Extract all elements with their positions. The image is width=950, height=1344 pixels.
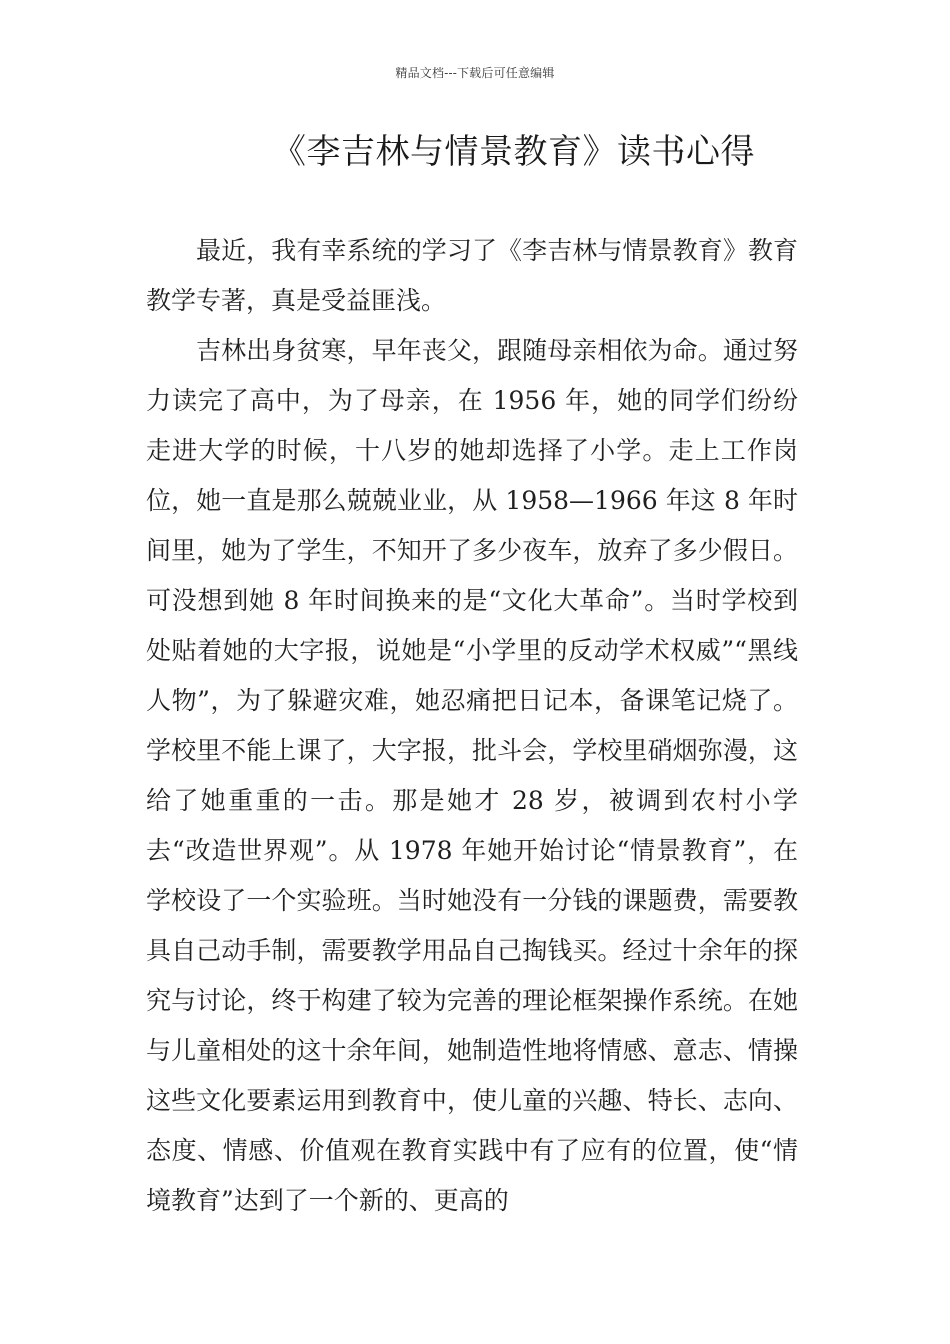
paragraph-1: 最近，我有幸系统的学习了《李吉林与情景教育》教育教学专著，真是受益匪浅。 bbox=[146, 236, 798, 315]
title-container bbox=[0, 124, 950, 174]
paragraph-2: 吉林出身贫寒，早年丧父，跟随母亲相依为命。通过努力读完了高中，为了母亲，在 1956 年，她的同学们纷纷走进大学的时候，十八岁的她却选择了小学。走上工作岗位，她一直是那么兢兢业业，从 1958—1966 年这 8 年时间里，她为了学生，不知开了多少夜车，放弃了多少假日。可没想到她 8 年时间换来的是“文化大革命”。当时学校到处贴着她的大字报，说她是“小学里的反动学术权威”“黑线人物”，为了躲避灾难，她忍痛把日记本，备课笔记烧了。学校里不能上课了，大字报，批斗会，学校里硝烟弥漫，这给了她重重的一击。那是她才 28 岁，被调到农村小学去“改造世界观”。从 1978 年她开始讨论“情景教育”，在学校设了一个实验班。当时她没有一分钱的课题费，需要教具自己动手制，需要教学用品自己掏钱买。经过十余年的探究与讨论，终于构建了较为完善的理论框架操作系统。在她与儿童相处的这十余年间，她制造性地将情感、意志、情操这些文化要素运用到教育中，使儿童的兴趣、特长、志向、态度、情感、价值观在教育实践中有了应有的位置，使“情境教育”达到了一个新的、更高的 bbox=[146, 336, 798, 1215]
page-header: 精品文档---下载后可任意编辑 bbox=[395, 66, 555, 80]
document-body bbox=[146, 226, 798, 1226]
document-title: 《李吉林与情景教育》读书心得 bbox=[272, 132, 755, 172]
